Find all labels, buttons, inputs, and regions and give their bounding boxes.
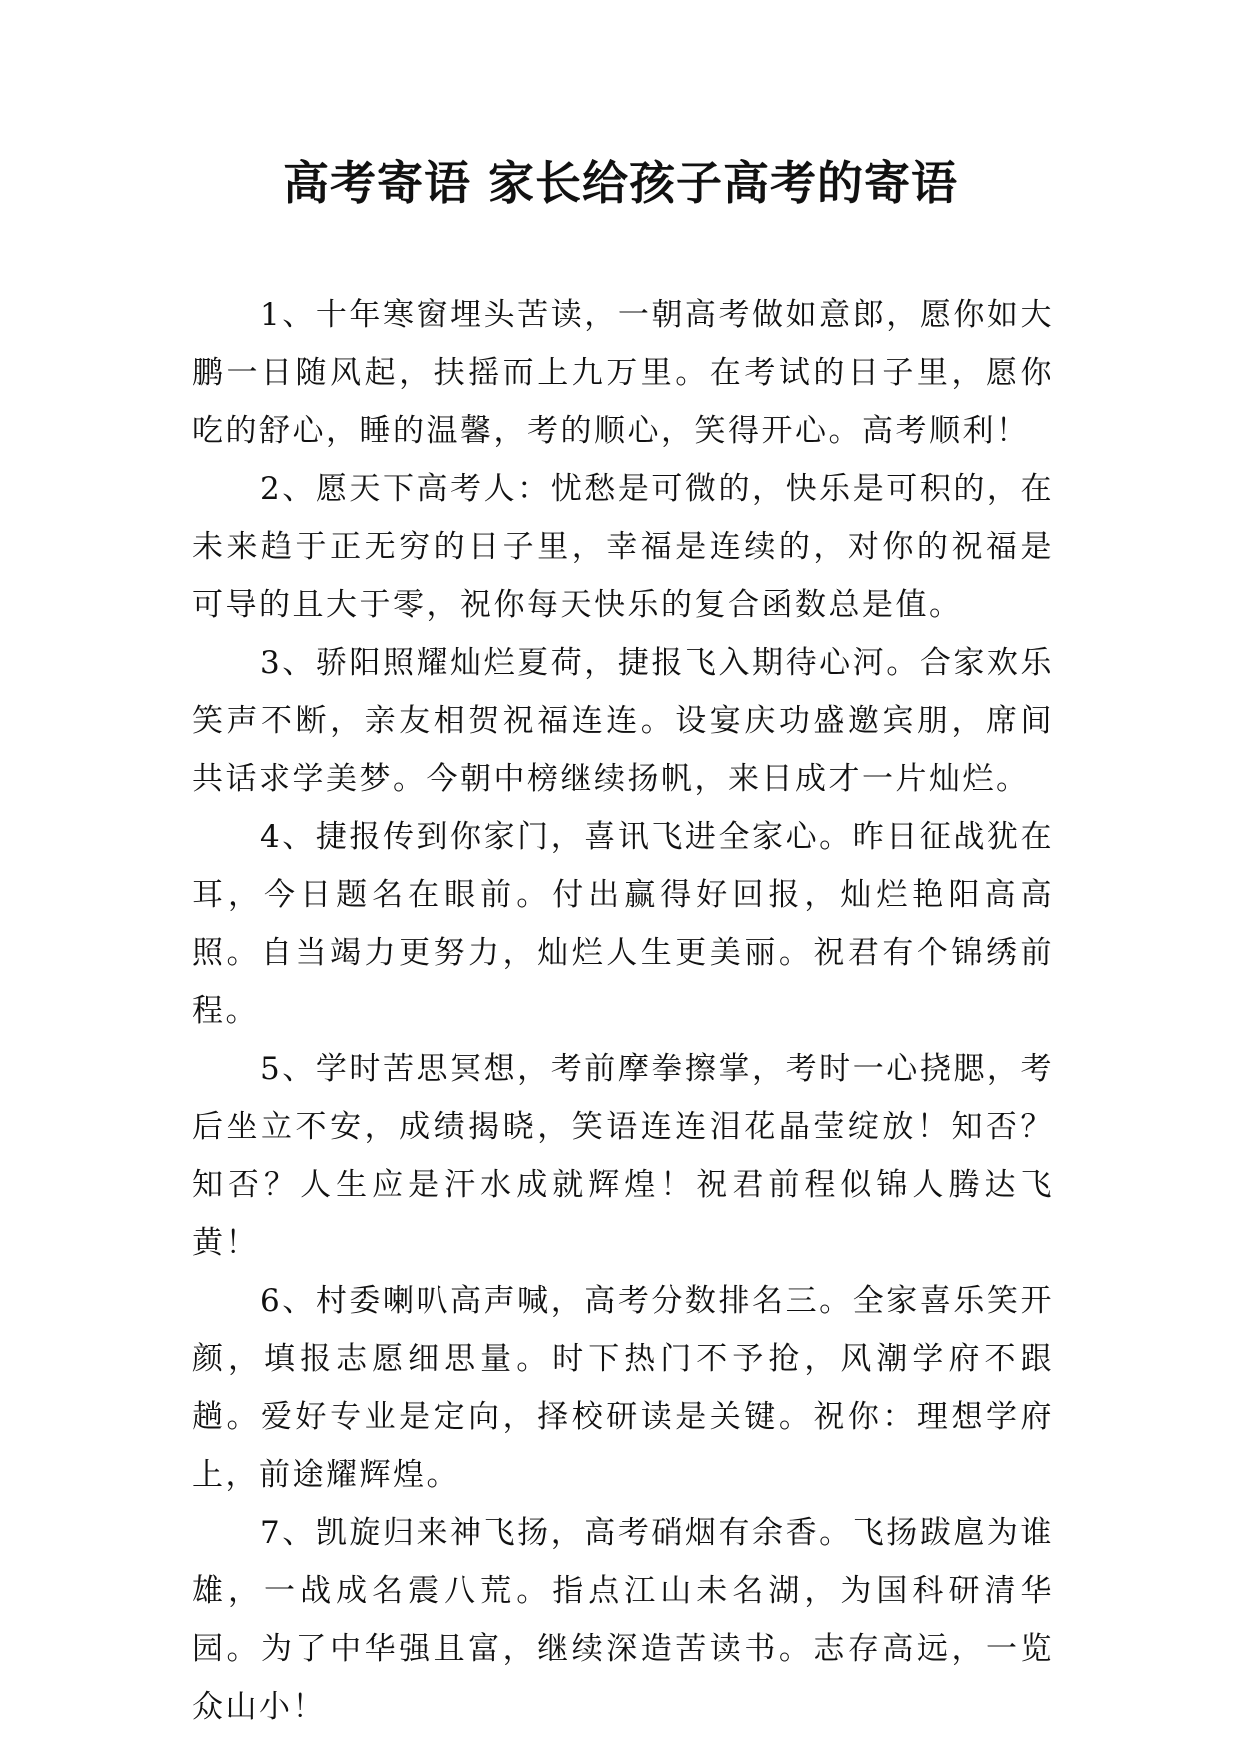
document-body (192, 286, 1054, 1736)
document-title: 高考寄语 家长给孩子高考的寄语 (282, 156, 958, 210)
paragraph-2: 2、愿天下高考人：忧愁是可微的，快乐是可积的，在未来趋于正无穷的日子里，幸福是连续的，对你的祝福是可导的且大于零，祝你每天快乐的复合函数总是值。 (192, 471, 1054, 623)
paragraph-3: 3、骄阳照耀灿烂夏荷，捷报飞入期待心河。合家欢乐笑声不断，亲友相贺祝福连连。设宴庆功盛邀宾朋，席间共话求学美梦。今朝中榜继续扬帆，来日成才一片灿烂。 (192, 645, 1054, 797)
paragraph-1: 1、十年寒窗埋头苦读，一朝高考做如意郎，愿你如大鹏一日随风起，扶摇而上九万里。在考试的日子里，愿你吃的舒心，睡的温馨，考的顺心，笑得开心。高考顺利！ (192, 297, 1054, 449)
paragraph-7: 7、凯旋归来神飞扬，高考硝烟有余香。飞扬跋扈为谁雄，一战成名震八荒。指点江山未名湖，为国科研清华园。为了中华强且富，继续深造苦读书。志存高远，一览众山小！ (192, 1515, 1054, 1725)
paragraph-6: 6、村委喇叭高声喊，高考分数排名三。全家喜乐笑开颜，填报志愿细思量。时下热门不予抢，风潮学府不跟趟。爱好专业是定向，择校研读是关键。祝你：理想学府上，前途耀辉煌。 (192, 1283, 1054, 1493)
paragraph-5: 5、学时苦思冥想，考前摩拳擦掌，考时一心挠腮，考后坐立不安，成绩揭晓，笑语连连泪花晶莹绽放！知否？知否？人生应是汗水成就辉煌！祝君前程似锦人腾达飞黄！ (192, 1051, 1054, 1261)
paragraph-4: 4、捷报传到你家门，喜讯飞进全家心。昨日征战犹在耳，今日题名在眼前。付出赢得好回报，灿烂艳阳高高照。自当竭力更努力，灿烂人生更美丽。祝君有个锦绣前程。 (192, 819, 1054, 1029)
